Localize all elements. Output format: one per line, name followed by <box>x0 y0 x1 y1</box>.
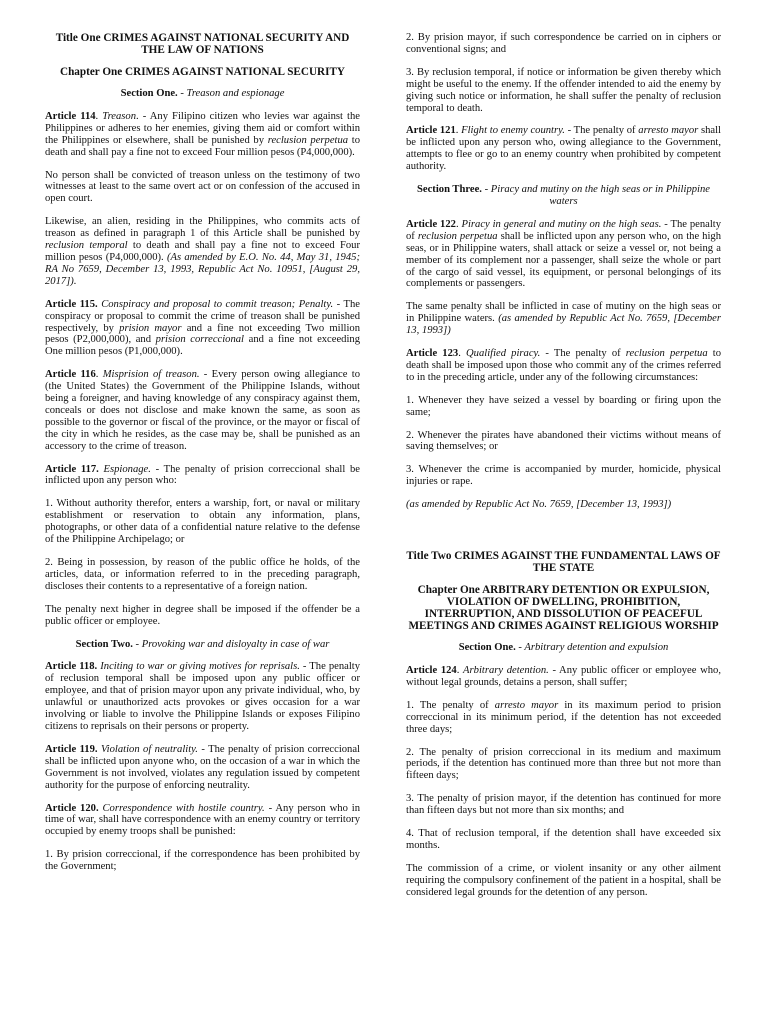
treason-paragraph-3: Likewise, an alien, residing in the Philippines, who commits acts of treason as defined in paragraph 1 of this Article shall be punished by reclusion temporal to death and shall pay a fine not to exceed Four million pesos (P4,000,000). (As amended by E.O. No. 44, May 31, 1945; RA No 7659, December 13, 1993, Republic Act No. 10951, [August 29, 2017]). <box>45 216 361 287</box>
spacer <box>406 522 721 550</box>
article-116: Article 116. Misprision of treason. - Every person owing allegiance to (the United States) the Government of the Philippine Islands, without being a foreigner, and having knowledge of any conspiracy against them, conceals or does not disclose and make known the same, as soon as possible to the governor or fiscal of the province, or the mayor or fiscal of the city in which he resides, as the case may be, shall be punished as an accessory to the crime of treason. <box>45 369 360 452</box>
article-121: Article 121. Flight to enemy country. - The penalty of arresto mayor shall be inflicted upon any person who, owing allegiance to the Government, attempts to flee or go to an enemy country when prohibited by competent authority. <box>406 125 721 173</box>
article-120-item-1: 1. By prision correccional, if the correspondence has been prohibited by the Government; <box>45 849 360 873</box>
article-124-item-3: 3. The penalty of prision mayor, if the detention has continued for more than fifteen days but not more than six months; and <box>406 793 721 817</box>
chapter-one-heading: Chapter One CRIMES AGAINST NATIONAL SECURITY <box>59 66 346 78</box>
article-119: Article 119. Violation of neutrality. - The penalty of prision correccional shall be inflicted upon anyone who, on the occasion of a war in which the Government is not involved, violates any regulation issued by competent authority for the purpose of enforcing neutrality. <box>45 743 360 791</box>
article-120: Article 120. Correspondence with hostile country. - Any person who in time of war, shall have correspondence with an enemy country or territory occupied by enemy troops shall be punished: <box>45 802 361 838</box>
article-123: Article 123. Qualified piracy. - The penalty of reclusion perpetua to death shall be imposed upon those who commit any of the crimes referred to in the preceding article, under any of the following circumstances: <box>406 348 722 383</box>
article-124: Article 124. Arbitrary detention. - Any public officer or employee who, without legal grounds, detains a person, shall suffer; <box>406 665 722 688</box>
left-column <box>45 32 360 884</box>
section-one-heading: Section One. - Treason and espionage <box>120 88 285 99</box>
article-122-paragraph-2: The same penalty shall be inflicted in case of mutiny on the high seas or in Philippine waters. (as amended by Republic Act No. 7659, [December 13, 1993]) <box>406 301 721 337</box>
article-123-item-2: 2. Whenever the pirates have abandoned their victims without means of saving themselves; or <box>406 429 721 453</box>
title-two-heading: Title Two CRIMES AGAINST THE FUNDAMENTAL LAWS OF THE STATE <box>406 550 721 575</box>
article-118: Article 118. Inciting to war or giving motives for reprisals. - The penalty of reclusion temporal shall be imposed upon any public officer or employee, and that of prision mayor upon any private individual, who, by unlawful or unauthorized acts provokes or gives occasion for a war involving or liable to involve the Philippine Islands or exposes Filipino citizens to reprisals on their persons or property. <box>45 661 361 732</box>
article-117-item-1: 1. Without authority therefor, enters a warship, fort, or naval or military establishment or reservation to obtain any information, plans, photographs, or other data of a confidential nature relative to the defense of the Philippine Archipelago; or <box>45 498 360 546</box>
section-three-heading: Section Three. - Piracy and mutiny on the high seas or in Philippine waters <box>417 184 710 207</box>
article-124-item-2: 2. The penalty of prision correccional in its medium and maximum periods, if the detention has continued more than three but not more than fifteen days; <box>406 746 721 782</box>
title-one-heading: Title One CRIMES AGAINST NATIONAL SECURITY AND THE LAW OF NATIONS <box>55 32 350 56</box>
article-120-item-2: 2. By prision mayor, if such correspondence be carried on in ciphers or conventional signs; and <box>406 32 721 55</box>
chapter-one-title-two-heading: Chapter One ARBITRARY DETENTION OR EXPULSION, VIOLATION OF DWELLING, PROHIBITION, INTERRUPTION, AND DISSOLUTION OF PEACEFUL MEETINGS AND CRIMES AGAINST RELIGIOUS WORSHIP <box>408 584 719 633</box>
article-114: Article 114. Treason. - Any Filipino citizen who levies war against the Philippines or adheres to her enemies, giving them aid or comfort within the Philippines or elsewhere, shall be punished by reclusion perpetua to death and shall pay a fine not to exceed Four million pesos (P4,000,000). <box>45 110 361 158</box>
section-two-heading: Section Two. - Provoking war and disloyalty in case of war <box>75 638 330 650</box>
article-123-amendment: (as amended by Republic Act No. 7659, [December 13, 1993]) <box>406 499 672 511</box>
article-117: Article 117. Espionage. - The penalty of prision correccional shall be inflicted upon any person who: <box>45 463 361 487</box>
article-124-paragraph-5: The commission of a crime, or violent insanity or any other ailment requiring the compulsory confinement of the patient in a hospital, shall be considered legal grounds for the detention of any person. <box>406 862 721 898</box>
section-one-title-two-heading: Section One. - Arbitrary detention and expulsion <box>458 642 669 654</box>
right-column <box>406 32 721 910</box>
article-124-item-1: 1. The penalty of arresto mayor in its maximum period to prision correccional in its minimum period, if the detention has not exceeded three days; <box>406 699 721 735</box>
article-117-paragraph-3: The penalty next higher in degree shall be imposed if the offender be a public officer or employee. <box>45 603 360 627</box>
article-117-item-2: 2. Being in possession, by reason of the public office he holds, of the articles, data, or information referred to in the preceding paragraph, discloses their contents to a representative of a foreign nation. <box>45 557 360 592</box>
article-122: Article 122. Piracy in general and mutiny on the high seas. - The penalty of reclusion perpetua shall be inflicted upon any person who, on the high seas, or in Philippine waters, shall attack or seize a vessel or, not being a member of its complement nor a passenger, shall seize the whole or part of the cargo of said vessel, its equipment, or personal belongings of its complements or passengers. <box>406 218 722 290</box>
treason-paragraph-2: No person shall be convicted of treason unless on the testimony of two witnesses at least to the same overt act or on confession of the accused in open court. <box>45 169 360 205</box>
article-115: Article 115. Conspiracy and proposal to commit treason; Penalty. - The conspiracy or proposal to commit the crime of treason shall be punished respectively, by prision mayor and a fine not exceeding Two million pesos (P2,000,000), and prision correccional and a fine not exceeding One million pesos (P1,000,000). <box>45 298 361 358</box>
article-123-item-1: 1. Whenever they have seized a vessel by boarding or firing upon the same; <box>406 394 721 418</box>
article-123-item-3: 3. Whenever the crime is accompanied by murder, homicide, physical injuries or rape. <box>406 464 721 488</box>
article-120-item-3: 3. By reclusion temporal, if notice or information be given thereby which might be useful to the enemy. If the offender intended to aid the enemy by giving such notice or information, he shall suffer the penalty of reclusion temporal to death. <box>406 66 721 114</box>
article-124-item-4: 4. That of reclusion temporal, if the detention shall have exceeded six months. <box>406 828 721 851</box>
